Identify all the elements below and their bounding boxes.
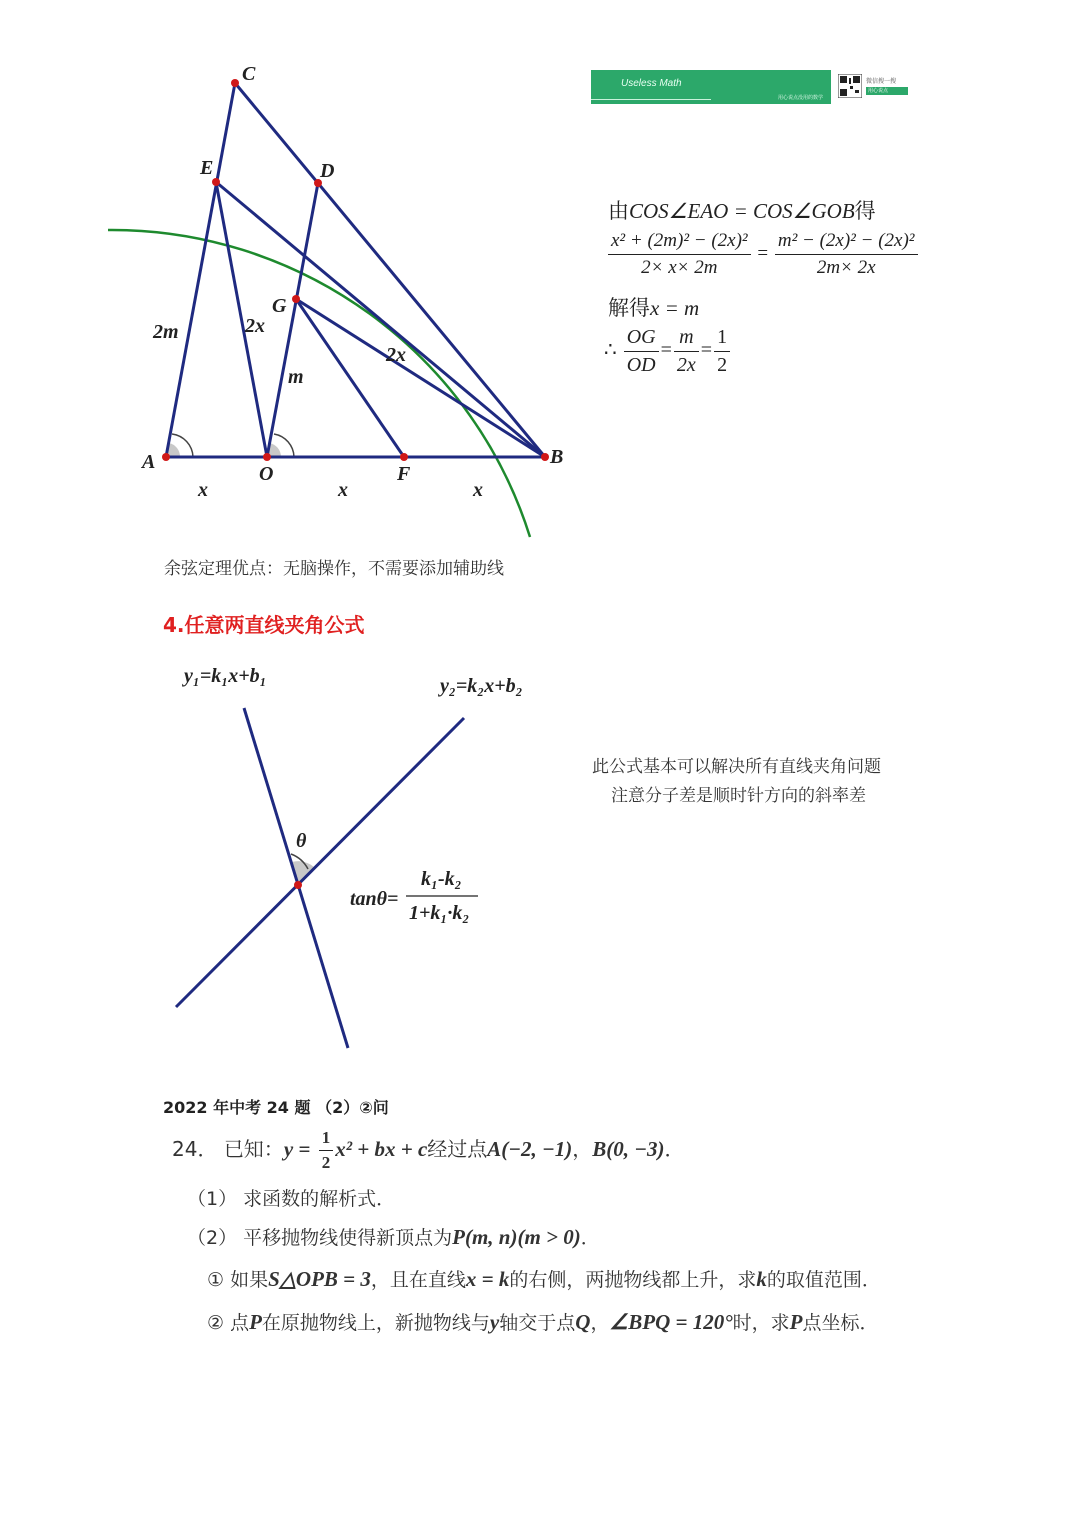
label-b: B	[550, 446, 564, 468]
q-half-den: 2	[321, 1153, 331, 1172]
label-f: F	[397, 463, 411, 485]
derivation-line-1	[608, 195, 876, 225]
fraction-left-numerator: x² + (2m)² − (2x)²	[608, 230, 751, 255]
s2-math-q: Q	[575, 1310, 591, 1334]
segment-cb	[235, 83, 545, 457]
segment-gb	[296, 299, 545, 457]
fraction-left	[608, 230, 751, 279]
fraction-right-numerator: m² − (2x)² − (2x)²	[775, 230, 918, 255]
label-d: D	[320, 160, 335, 182]
s2-math-y: y	[489, 1310, 500, 1334]
label-a: A	[142, 451, 156, 473]
part-1: （1） 求函数的解析式．	[187, 1188, 396, 1210]
part-2	[187, 1223, 600, 1250]
point-o	[263, 453, 271, 461]
derivation-prefix: 由	[608, 199, 629, 223]
s2-math-p2: P	[789, 1310, 803, 1334]
s1-math-area: S△OPB = 3	[268, 1267, 371, 1291]
part-2-end: ．	[580, 1227, 600, 1249]
label-seg-of: x	[338, 479, 348, 501]
point-b	[541, 453, 549, 461]
geometry-figure-1	[0, 0, 590, 545]
s1-text-a: ① 如果	[207, 1269, 269, 1291]
equation-y1: y₁=k₁x+b₁	[184, 665, 267, 687]
theta-label: θ	[296, 830, 307, 852]
brand-banner	[591, 70, 831, 104]
s2-text-d: ，	[590, 1312, 610, 1334]
derivation-cos-equation: COS∠EAO = COS∠GOB	[629, 199, 855, 223]
s1-text-c: 的右侧，两抛物线都上升，求	[509, 1269, 757, 1291]
s2-text-c: 轴交于点	[499, 1312, 576, 1334]
point-c	[231, 79, 239, 87]
question-number: 24．	[172, 1137, 218, 1161]
label-seg-fb: x	[473, 479, 483, 501]
derivation-ratio: ∴ $\frac{OG}{OD}$ = $\frac{m}{2x}$ = $\frac{1}{2}$	[604, 326, 732, 377]
section-4-title: 4.任意两直线夹角公式	[163, 613, 365, 637]
s2-text-b: 在原抛物线上，新抛物线与	[261, 1312, 490, 1334]
segment-eb	[216, 182, 545, 457]
ratio-od: OD	[626, 354, 656, 376]
q-half-fraction	[319, 1128, 334, 1173]
ratio-2x: 2x	[676, 354, 696, 376]
question-text-2: 经过点	[427, 1137, 488, 1161]
derivation-suffix: 得	[854, 199, 876, 223]
label-seg-og: m	[288, 366, 304, 388]
question-text-1: 已知：	[223, 1137, 284, 1161]
qr-code-icon	[838, 74, 862, 98]
part-2-text: （2） 平移抛物线使得新顶点为	[187, 1227, 453, 1249]
derivation-line-3	[608, 292, 699, 322]
q-point-a: A(−2, −1)	[487, 1137, 573, 1161]
solve-result: x = m	[650, 296, 700, 320]
s1-math-line: x = k	[465, 1267, 510, 1291]
ratio-one: 1	[714, 326, 730, 352]
banner-title: Useless Math	[621, 78, 682, 89]
point-a	[162, 453, 170, 461]
ratio-two: 2	[717, 354, 728, 376]
ratio-m-2x	[674, 326, 699, 377]
note-line-1: 此公式基本可以解决所有直线夹角问题	[592, 757, 881, 777]
tan-denominator: 1+k₁·k₂	[409, 902, 470, 924]
equation-y2: y₂=k₂x+b₂	[440, 675, 523, 697]
question-24	[172, 1128, 684, 1173]
part-2-math: P(m, n)(m > 0)	[452, 1225, 581, 1249]
q-comma: ，	[572, 1137, 593, 1161]
s2-text-e: 时，求	[732, 1312, 790, 1334]
label-seg-gb: 2x	[386, 344, 406, 366]
wechat-search-tag: 用心说点	[866, 87, 908, 95]
line-y2	[176, 718, 464, 1007]
s1-math-k: k	[756, 1267, 767, 1291]
banner-subtitle: 用心说点没用的数学	[777, 95, 823, 101]
segment-ac	[166, 83, 235, 457]
solve-prefix: 解得	[608, 296, 650, 320]
ratio-half	[714, 326, 730, 377]
label-e: E	[200, 157, 214, 179]
ratio-og-od	[624, 326, 659, 377]
point-g	[292, 295, 300, 303]
ratio-og: OG	[624, 326, 659, 352]
subpart-1	[207, 1265, 881, 1292]
banner-rule	[591, 99, 711, 100]
tan-numerator: k₁-k₂	[421, 868, 462, 890]
s2-math-p: P	[249, 1310, 262, 1334]
s2-text-a: ② 点	[207, 1312, 250, 1334]
q-eq-rhs: x² + bx + c	[335, 1137, 428, 1161]
label-seg-oe: 2x	[245, 315, 265, 337]
fraction-left-denominator: 2× x× 2m	[641, 257, 718, 278]
line-y1	[244, 708, 348, 1048]
label-g: G	[272, 295, 287, 317]
q-eq-lhs: y =	[283, 1137, 311, 1161]
label-c: C	[242, 63, 256, 85]
s2-math-angle: ∠BPQ = 120°	[609, 1310, 733, 1334]
s1-text-b: ，且在直线	[370, 1269, 466, 1291]
label-o: O	[259, 463, 274, 485]
derivation-fraction-equation	[606, 230, 920, 279]
fraction-right	[775, 230, 918, 279]
two-lines-figure	[0, 640, 590, 1060]
note-line-2: 注意分子差是顺时针方向的斜率差	[611, 786, 866, 806]
label-seg-ae: 2m	[153, 321, 179, 343]
q-half-num: 1	[319, 1128, 334, 1151]
s1-text-d: 的取值范围．	[766, 1269, 881, 1291]
therefore-symbol: ∴	[604, 339, 617, 362]
circle-arc	[108, 230, 530, 537]
fraction-right-denominator: 2m× 2x	[816, 257, 876, 278]
intersection-point	[294, 881, 302, 889]
q-point-b: B(0, −3)	[592, 1137, 665, 1161]
ratio-m: m	[674, 326, 699, 352]
s2-text-f: 点坐标．	[802, 1312, 879, 1334]
exam-heading: 2022 年中考 24 题 （2）②问	[163, 1098, 389, 1117]
equals-sign: =	[757, 242, 769, 264]
point-f	[400, 453, 408, 461]
cosine-note: 余弦定理优点：无脑操作，不需要添加辅助线	[164, 559, 504, 579]
tan-label: tanθ=	[350, 888, 399, 910]
label-seg-ao: x	[198, 479, 208, 501]
wechat-search-label: 微信搜一搜	[866, 78, 897, 85]
segment-gf	[296, 299, 404, 457]
q-end: ．	[664, 1137, 685, 1161]
subpart-2	[207, 1308, 879, 1335]
